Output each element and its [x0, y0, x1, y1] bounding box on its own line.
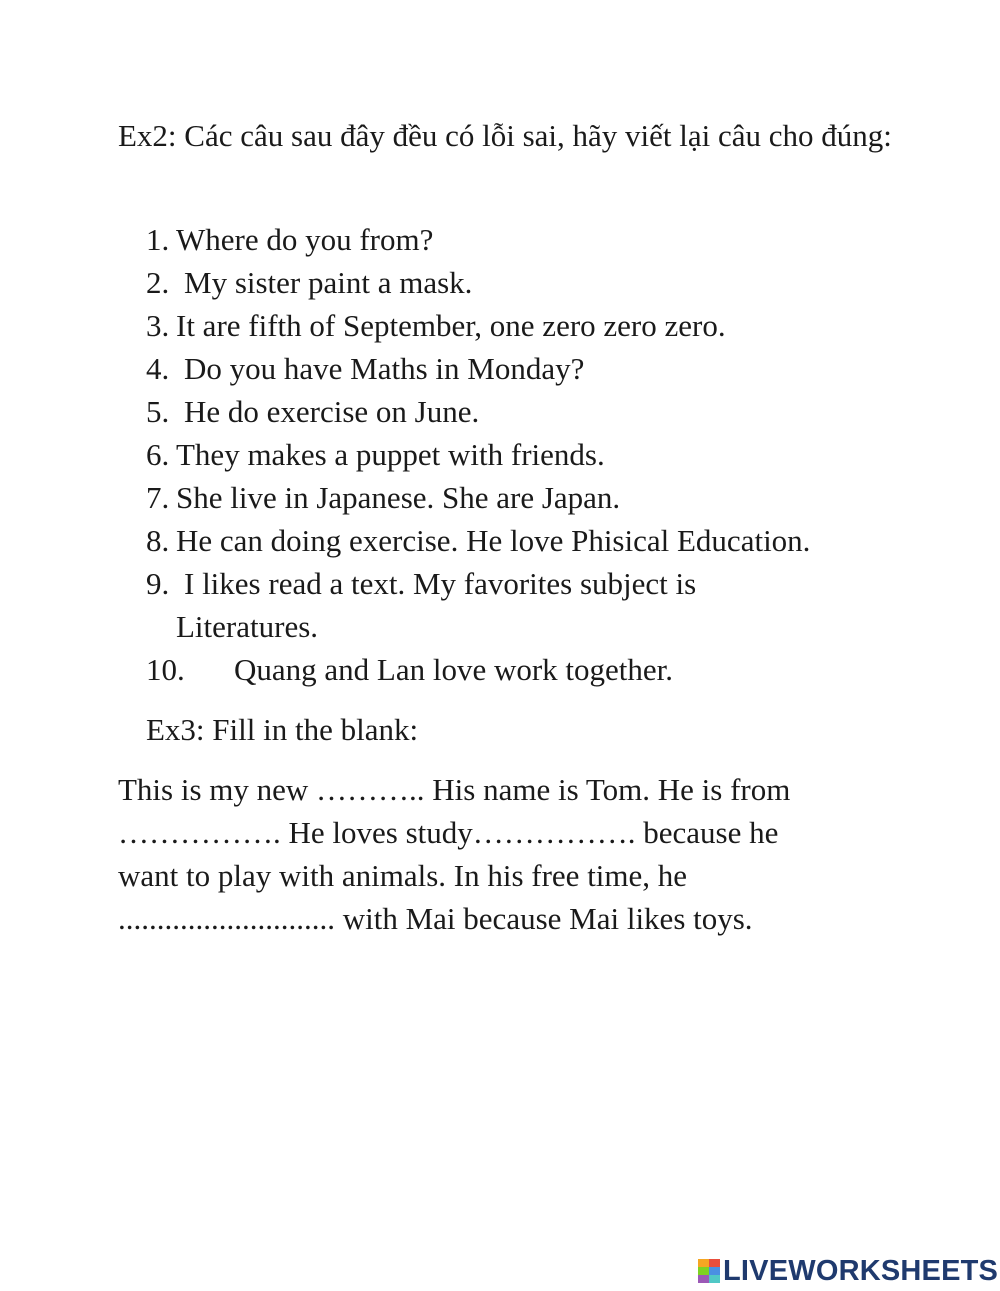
list-item	[146, 347, 906, 390]
logo-text: LIVEWORKSHEETS	[723, 1255, 999, 1287]
list-item	[146, 304, 906, 347]
paragraph-line: want to play with animals. In his free time, he	[118, 858, 688, 893]
exercise-3-title: Ex3: Fill in the blank:	[146, 712, 419, 747]
logo-block	[709, 1267, 720, 1275]
item-number: 3.	[146, 308, 170, 343]
list-item	[146, 562, 906, 648]
item-number: 2.	[146, 265, 170, 300]
item-text: They makes a puppet with friends.	[176, 437, 605, 472]
liveworksheets-logo	[698, 1254, 998, 1288]
item-number: 10.	[146, 652, 185, 687]
item-number: 9.	[146, 566, 170, 601]
list-item	[146, 648, 906, 691]
logo-block	[709, 1259, 720, 1267]
paragraph-line: ............................ with Mai because Mai likes toys.	[118, 901, 753, 936]
item-number: 6.	[146, 437, 170, 472]
logo-blocks-icon	[698, 1259, 720, 1283]
item-text: Where do you from?	[176, 222, 434, 257]
item-number: 1.	[146, 222, 170, 257]
item-text: He can doing exercise. He love Phisical Education.	[176, 523, 811, 558]
item-number: 8.	[146, 523, 170, 558]
list-item	[146, 218, 906, 261]
exercise-2-title: Ex2: Các câu sau đây đều có lỗi sai, hãy viết lại câu cho đúng:	[118, 118, 892, 153]
item-text: It are fifth of September, one zero zero zero.	[176, 308, 726, 343]
paragraph-line: ……………. He loves study……………. because he	[118, 815, 779, 850]
item-text: He do exercise on June.	[184, 394, 480, 429]
list-item	[146, 433, 906, 476]
exercise-2-list	[146, 218, 906, 691]
item-text: She live in Japanese. She are Japan.	[176, 480, 621, 515]
list-item	[146, 390, 906, 433]
item-text: Do you have Maths in Monday?	[184, 351, 585, 386]
item-number: 5.	[146, 394, 170, 429]
logo-block	[698, 1267, 709, 1275]
logo-block	[698, 1275, 709, 1283]
logo-block	[709, 1275, 720, 1283]
list-item	[146, 261, 906, 304]
item-text: My sister paint a mask.	[184, 265, 473, 300]
list-item	[146, 519, 906, 562]
paragraph-line: This is my new ……….. His name is Tom. He is from	[118, 772, 791, 807]
logo-block	[698, 1259, 709, 1267]
item-text: Quang and Lan love work together.	[234, 652, 674, 687]
item-number: 7.	[146, 480, 170, 515]
item-text: I likes read a text. My favorites subject is Literatures.	[176, 566, 697, 644]
fill-in-paragraph	[118, 768, 878, 940]
item-number: 4.	[146, 351, 170, 386]
list-item	[146, 476, 906, 519]
